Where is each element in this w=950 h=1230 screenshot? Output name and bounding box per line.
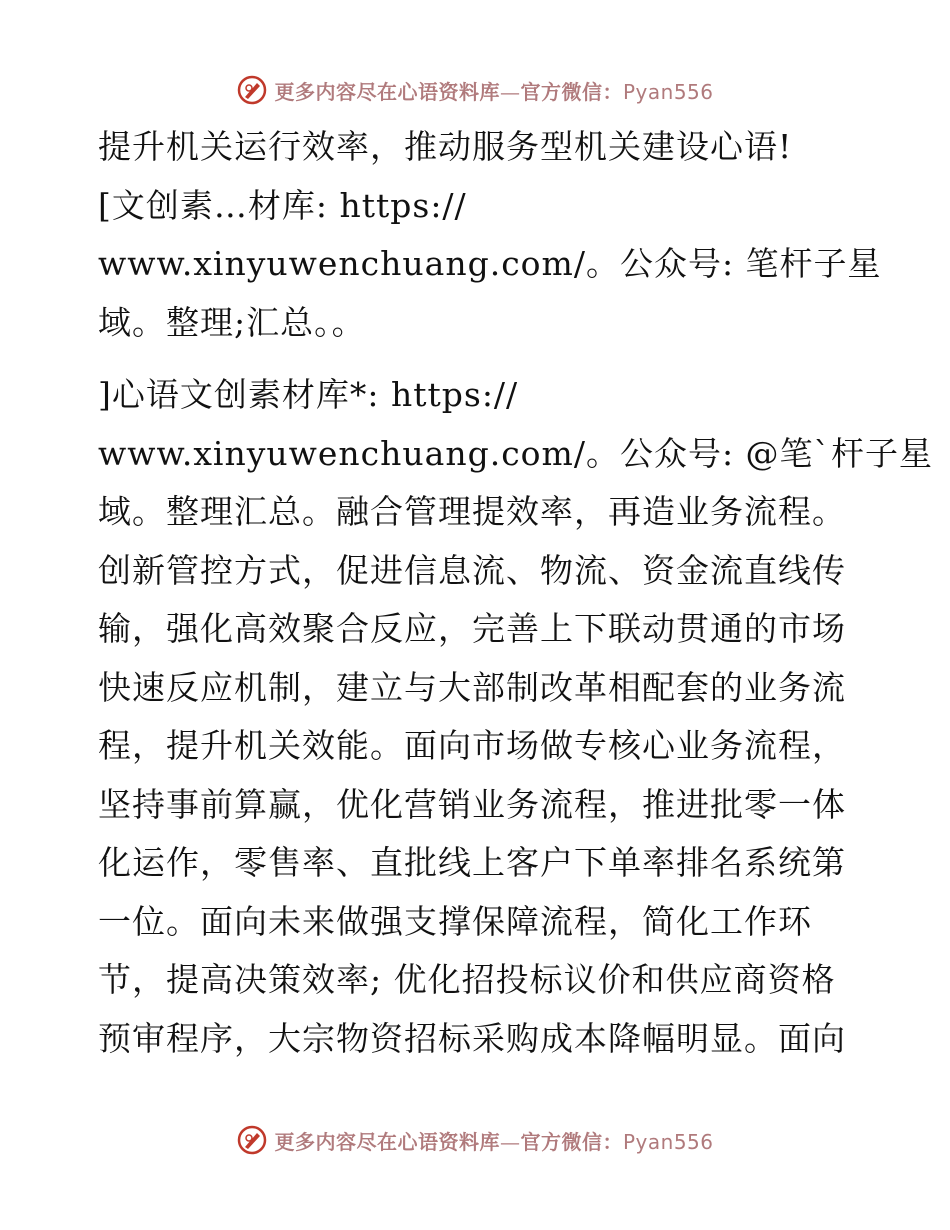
text-line: [文创素…材库: https://	[98, 185, 467, 225]
banner-text	[274, 1126, 713, 1155]
text-line: 化运作，零售率、直批线上客户下单率排名系统第	[98, 843, 846, 882]
text-line: 预审程序，大宗物资招标采购成本降幅明显。面向	[98, 1018, 846, 1058]
text-line: 程，提升机关效能。面向市场做专核心业务流程，	[98, 726, 846, 765]
paragraph-2	[98, 366, 934, 1068]
pen-logo-icon	[236, 74, 268, 106]
banner-handle: Pyan556	[622, 1129, 714, 1154]
text-line: 创新管控方式，促进信息流、物流、资金流直线传	[98, 550, 846, 590]
text-line: www.xinyuwenchuang.com/。公众号: 笔杆子星	[98, 244, 882, 283]
banner-slogan: 更多内容尽在心语资料库	[274, 1129, 500, 1154]
text-line: 域。整理;汇总。。	[98, 302, 366, 342]
banner-dash: —	[499, 79, 521, 104]
text-line: 输，强化高效聚合反应，完善上下联动贯通的市场	[98, 609, 846, 648]
text-line: 快速反应机制，建立与大部制改革相配套的业务流	[98, 667, 846, 707]
banner-handle: Pyan556	[622, 79, 714, 104]
text-line: 一位。面向未来做强支撑保障流程，简化工作环	[98, 901, 812, 941]
banner-text	[274, 76, 713, 105]
footer-banner	[0, 1120, 950, 1160]
text-line: ]心语文创素材库*: https://	[98, 375, 519, 414]
text-line: www.xinyuwenchuang.com/。公众号: @笔`杆子星	[98, 433, 934, 473]
text-line: 坚持事前算赢，优化营销业务流程，推进批零一体	[98, 784, 846, 824]
text-line: 节，提高决策效率; 优化招投标议价和供应商资格	[98, 960, 836, 999]
pen-logo-icon	[236, 1124, 268, 1156]
banner-label: 官方微信：	[520, 79, 623, 104]
document-body	[98, 118, 934, 1068]
header-banner	[0, 70, 950, 110]
banner-slogan: 更多内容尽在心语资料库	[274, 79, 500, 104]
banner-dash: —	[499, 1129, 521, 1154]
paragraph-1	[98, 118, 882, 352]
text-line: 域。整理汇总。融合管理提效率，再造业务流程。	[98, 492, 846, 531]
text-line: 提升机关运行效率，推动服务型机关建设心语!	[98, 127, 793, 166]
paragraph-gap	[98, 352, 858, 366]
banner-label: 官方微信：	[520, 1129, 623, 1154]
